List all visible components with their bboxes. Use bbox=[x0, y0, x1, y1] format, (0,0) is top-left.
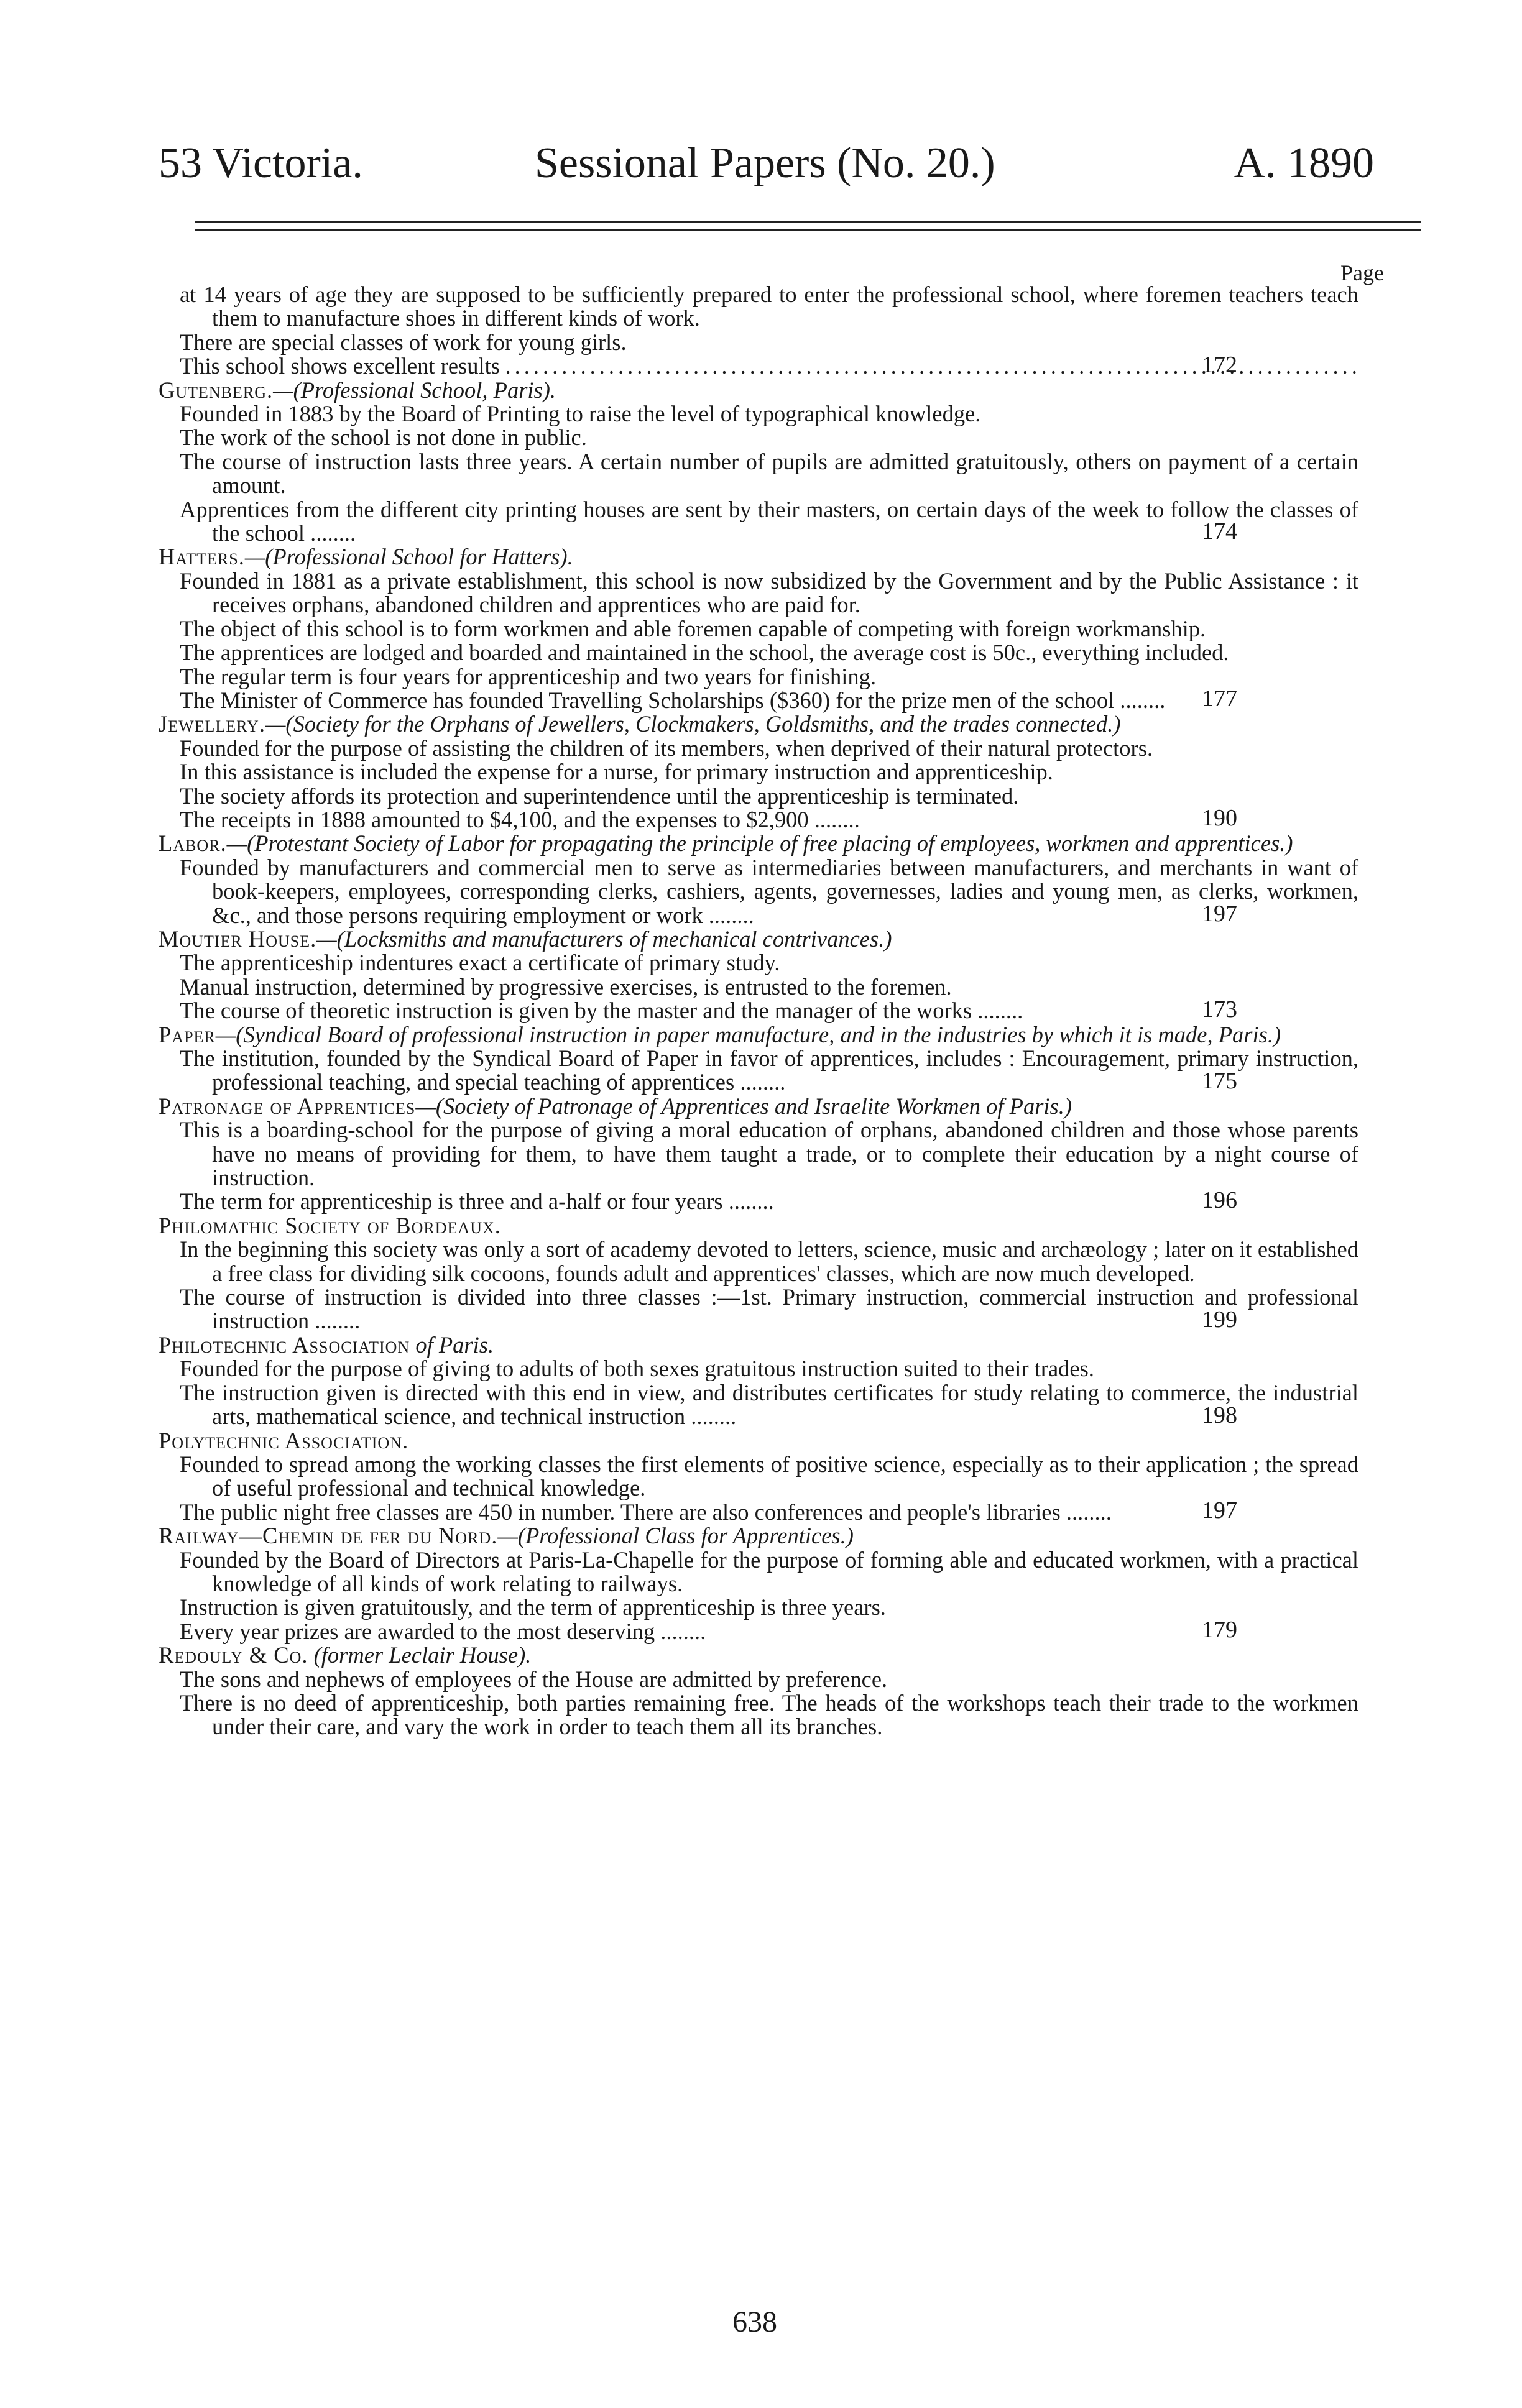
leader-dots: ........ bbox=[722, 1188, 774, 1215]
entry-page-number: 179 bbox=[1202, 1617, 1237, 1643]
entry-last-text: This school shows excellent results bbox=[180, 353, 500, 379]
entry-last-line bbox=[159, 1500, 1358, 1524]
leader-dots: ........ bbox=[734, 1069, 786, 1095]
entry-subtitle: of Paris. bbox=[410, 1331, 494, 1358]
entry-heading bbox=[159, 1095, 1358, 1118]
leader-dots: ........ bbox=[1060, 1499, 1112, 1525]
page-folio: 638 bbox=[732, 2305, 777, 2338]
entry-page-number: 190 bbox=[1202, 805, 1237, 832]
index-body bbox=[159, 283, 1358, 1739]
entry-heading bbox=[159, 1023, 1358, 1047]
entry-paragraph: The apprentices are lodged and boarded and maintained in the school, the average cost is 50c., everything included. bbox=[180, 640, 1229, 666]
entry-last-line bbox=[159, 354, 1358, 378]
entry-last-text: The public night free classes are 450 in number. There are also conferences and people's libraries bbox=[180, 1499, 1061, 1525]
entry-last-text: Apprentices from the different city printing houses are sent by their masters, on certain days of the week to follow the classes of the school bbox=[180, 496, 1358, 546]
entry-paragraph: Founded for the purpose of assisting the children of its members, when deprived of their natural protectors. bbox=[180, 735, 1153, 761]
entry-name: Railway—Chemin de fer du Nord. bbox=[159, 1523, 498, 1549]
entry-name: Redouly & Co. bbox=[159, 1642, 308, 1668]
entry-page-number: 173 bbox=[1202, 996, 1237, 1022]
entry-last-line bbox=[159, 498, 1358, 546]
entry-paragraph: Founded in 1883 by the Board of Printing to raise the level of typographical knowledge. bbox=[180, 401, 981, 427]
entry-last-line bbox=[159, 1381, 1358, 1429]
entry-paragraph: The sons and nephews of employees of the House are admitted by preference. bbox=[180, 1666, 888, 1692]
entry-last-line bbox=[159, 999, 1358, 1022]
index-entry bbox=[159, 1643, 1358, 1739]
entry-page-number: 198 bbox=[1202, 1402, 1237, 1428]
index-entry bbox=[159, 1333, 1358, 1429]
header-session: 53 Victoria. bbox=[159, 139, 363, 187]
entry-last-line bbox=[159, 1620, 1358, 1643]
entry-subtitle: —(Society of Patronage of Apprentices and Israelite Workmen of Paris.) bbox=[415, 1093, 1072, 1119]
entry-subtitle: (former Leclair House). bbox=[308, 1642, 532, 1668]
entry-paragraph: Founded to spread among the working classes the first elements of positive science, especially as to their application ; the spread of useful professional and technical knowledge. bbox=[180, 1451, 1358, 1501]
index-entry bbox=[159, 545, 1358, 712]
header-rule bbox=[195, 221, 1421, 223]
header-rule bbox=[195, 229, 1421, 231]
entry-name: Moutier House. bbox=[159, 926, 317, 952]
entry-last-text: The instruction given is directed with this end in view, and distributes certificates for study relating to commerce, the industrial arts, mathematical science, and technical instruction bbox=[180, 1379, 1358, 1430]
entry-heading bbox=[159, 712, 1358, 736]
entry-paragraph: Founded for the purpose of giving to adults of both sexes gratuitous instruction suited to their trades. bbox=[180, 1356, 1094, 1382]
entry-paragraph: There is no deed of apprenticeship, both parties remaining free. The heads of the workshops teach their trade to the workmen under their care, and vary the work in order to teach them all its branches. bbox=[180, 1689, 1358, 1740]
entry-page-number: 197 bbox=[1202, 1497, 1237, 1524]
entry-heading bbox=[159, 379, 1358, 402]
entry-last-text: Founded by manufacturers and commercial men to serve as intermediaries between manufacturers, and merchants in want of book-keepers, employees, corresponding clerks, cashiers, agents, governesses, ladies and young men, as clerks, workmen, &c., and those persons requiring employment or work bbox=[180, 854, 1358, 928]
header-title: Sessional Papers (No. 20.) bbox=[535, 139, 995, 187]
entry-heading bbox=[159, 1643, 1358, 1667]
index-entry bbox=[159, 1214, 1358, 1333]
index-entry bbox=[159, 1023, 1358, 1095]
entry-page-number: 174 bbox=[1202, 518, 1237, 545]
index-entry bbox=[159, 832, 1358, 927]
entry-heading bbox=[159, 545, 1358, 569]
index-entry bbox=[159, 379, 1358, 546]
entry-name: Paper bbox=[159, 1021, 216, 1047]
intro-entry bbox=[159, 283, 1358, 379]
entry-page-number: 197 bbox=[1202, 900, 1237, 927]
entry-subtitle: —(Professional School for Hatters). bbox=[244, 544, 573, 570]
entry-last-line bbox=[159, 856, 1358, 927]
entry-paragraph: The apprenticeship indentures exact a certificate of primary study. bbox=[180, 950, 780, 976]
entry-heading bbox=[159, 1429, 1358, 1453]
leader-dots: ........ bbox=[972, 998, 1023, 1024]
entry-subtitle: —(Professional School, Paris). bbox=[273, 377, 556, 403]
index-entry bbox=[159, 927, 1358, 1023]
entry-page-number: 196 bbox=[1202, 1187, 1237, 1213]
entry-last-text: The institution, founded by the Syndical Board of Paper in favor of apprentices, includes : Encouragement, primary instruction, professional teaching, and special teaching of apprentices bbox=[180, 1045, 1358, 1095]
leader-dots: ........ bbox=[1114, 687, 1166, 713]
entry-page-number: 172 bbox=[1202, 351, 1237, 378]
entry-paragraph: The work of the school is not done in public. bbox=[180, 425, 587, 451]
entry-name: Philotechnic Association bbox=[159, 1331, 410, 1358]
entry-heading bbox=[159, 1524, 1358, 1548]
leader-dots: ........ bbox=[305, 520, 356, 546]
entry-paragraph: This is a boarding-school for the purpose of giving a moral education of orphans, abandoned children and those whose parents have no means of providing for them, to have them taught a trade, or to complete their education by a night course of instruction. bbox=[180, 1117, 1358, 1191]
entry-name: Patronage of Apprentices bbox=[159, 1093, 416, 1119]
entry-last-text: The Minister of Commerce has founded Travelling Scholarships ($360) for the prize men of the school bbox=[180, 687, 1115, 713]
entry-heading bbox=[159, 832, 1358, 855]
entry-last-line bbox=[159, 689, 1358, 712]
entry-paragraph: Manual instruction, determined by progressive exercises, is entrusted to the foremen. bbox=[180, 973, 952, 1000]
entry-page-number: 199 bbox=[1202, 1306, 1237, 1333]
entry-paragraph: There are special classes of work for young girls. bbox=[180, 329, 627, 355]
entry-last-text: Every year prizes are awarded to the most deserving bbox=[180, 1618, 655, 1644]
entry-paragraph: The object of this school is to form workmen and able foremen capable of competing with foreign workmanship. bbox=[180, 615, 1206, 641]
running-header bbox=[159, 136, 1374, 191]
entry-name: Hatters. bbox=[159, 544, 245, 570]
entry-name: Philomathic Society of Bordeaux. bbox=[159, 1212, 501, 1238]
index-entry bbox=[159, 1524, 1358, 1643]
entry-paragraph: The regular term is four years for apprenticeship and two years for finishing. bbox=[180, 663, 876, 689]
entry-last-text: The receipts in 1888 amounted to $4,100, and the expenses to $2,900 bbox=[180, 806, 809, 832]
leader-dots: ........ bbox=[655, 1618, 706, 1644]
entry-last-line bbox=[159, 1285, 1358, 1333]
entry-last-text: The course of instruction is divided into three classes :—1st. Primary instruction, commercial instruction and professional instruction bbox=[180, 1284, 1358, 1334]
page-column-label: Page bbox=[1340, 260, 1384, 285]
entry-name: Jewellery. bbox=[159, 711, 265, 737]
entry-last-line bbox=[159, 808, 1358, 832]
header-year: A. 1890 bbox=[1234, 139, 1374, 187]
entry-paragraph: at 14 years of age they are supposed to be sufficiently prepared to enter the professional school, where foremen teachers teach them to manufacture shoes in different kinds of work. bbox=[180, 282, 1358, 331]
entry-name: Gutenberg. bbox=[159, 377, 274, 403]
entry-last-text: The course of theoretic instruction is given by the master and the manager of the works bbox=[180, 998, 972, 1024]
entry-paragraph: In this assistance is included the expense for a nurse, for primary instruction and apprenticeship. bbox=[180, 759, 1053, 785]
entry-last-line bbox=[159, 1190, 1358, 1213]
entry-last-text: The term for apprenticeship is three and a-half or four years bbox=[180, 1188, 723, 1215]
entry-heading bbox=[159, 1214, 1358, 1238]
entry-subtitle: —(Professional Class for Apprentices.) bbox=[497, 1523, 854, 1549]
leader-dots: ........ bbox=[808, 806, 860, 832]
entry-page-number: 175 bbox=[1202, 1067, 1237, 1094]
entry-paragraph: Founded by the Board of Directors at Paris-La-Chapelle for the purpose of forming able and educated workmen, with a practical knowledge of all kinds of work relating to railways. bbox=[180, 1546, 1358, 1596]
index-entry bbox=[159, 712, 1358, 832]
entry-subtitle: —(Locksmiths and manufacturers of mechanical contrivances.) bbox=[316, 926, 892, 952]
entry-name: Polytechnic Association. bbox=[159, 1427, 409, 1453]
entry-heading bbox=[159, 927, 1358, 951]
entry-paragraph: Instruction is given gratuitously, and the term of apprenticeship is three years. bbox=[180, 1594, 886, 1620]
entry-subtitle: —(Syndical Board of professional instruction in paper manufacture, and in the industries by which it is made, Paris.) bbox=[215, 1021, 1281, 1047]
entry-paragraph: The course of instruction lasts three years. A certain number of pupils are admitted gratuitously, others on payment of a certain amount. bbox=[180, 448, 1358, 499]
entry-paragraph: The society affords its protection and superintendence until the apprenticeship is terminated. bbox=[180, 783, 1019, 809]
entry-name: Labor. bbox=[159, 830, 227, 857]
entry-paragraph: Founded in 1881 as a private establishment, this school is now subsidized by the Government and by the Public Assistance : it receives orphans, abandoned children and apprentices who are paid for. bbox=[180, 568, 1358, 618]
leader-dots: ........ bbox=[685, 1404, 737, 1430]
entry-subtitle: —(Protestant Society of Labor for propagating the principle of free placing of employees, workmen and apprentices.) bbox=[226, 830, 1293, 857]
entry-page-number: 177 bbox=[1202, 686, 1237, 712]
entry-paragraph: In the beginning this society was only a sort of academy devoted to letters, science, music and archæology ; later on it established a free class for dividing silk cocoons, founds adult and apprentices' classes, which are now much developed. bbox=[180, 1236, 1358, 1286]
leader-dots: ........ bbox=[309, 1308, 361, 1334]
leader-dots: ........ bbox=[703, 902, 754, 928]
entry-last-line bbox=[159, 1047, 1358, 1095]
entry-heading bbox=[159, 1333, 1358, 1357]
index-entry bbox=[159, 1429, 1358, 1525]
entry-subtitle: —(Society for the Orphans of Jewellers, Clockmakers, Goldsmiths, and the trades connected.) bbox=[265, 711, 1121, 737]
index-entry bbox=[159, 1095, 1358, 1214]
